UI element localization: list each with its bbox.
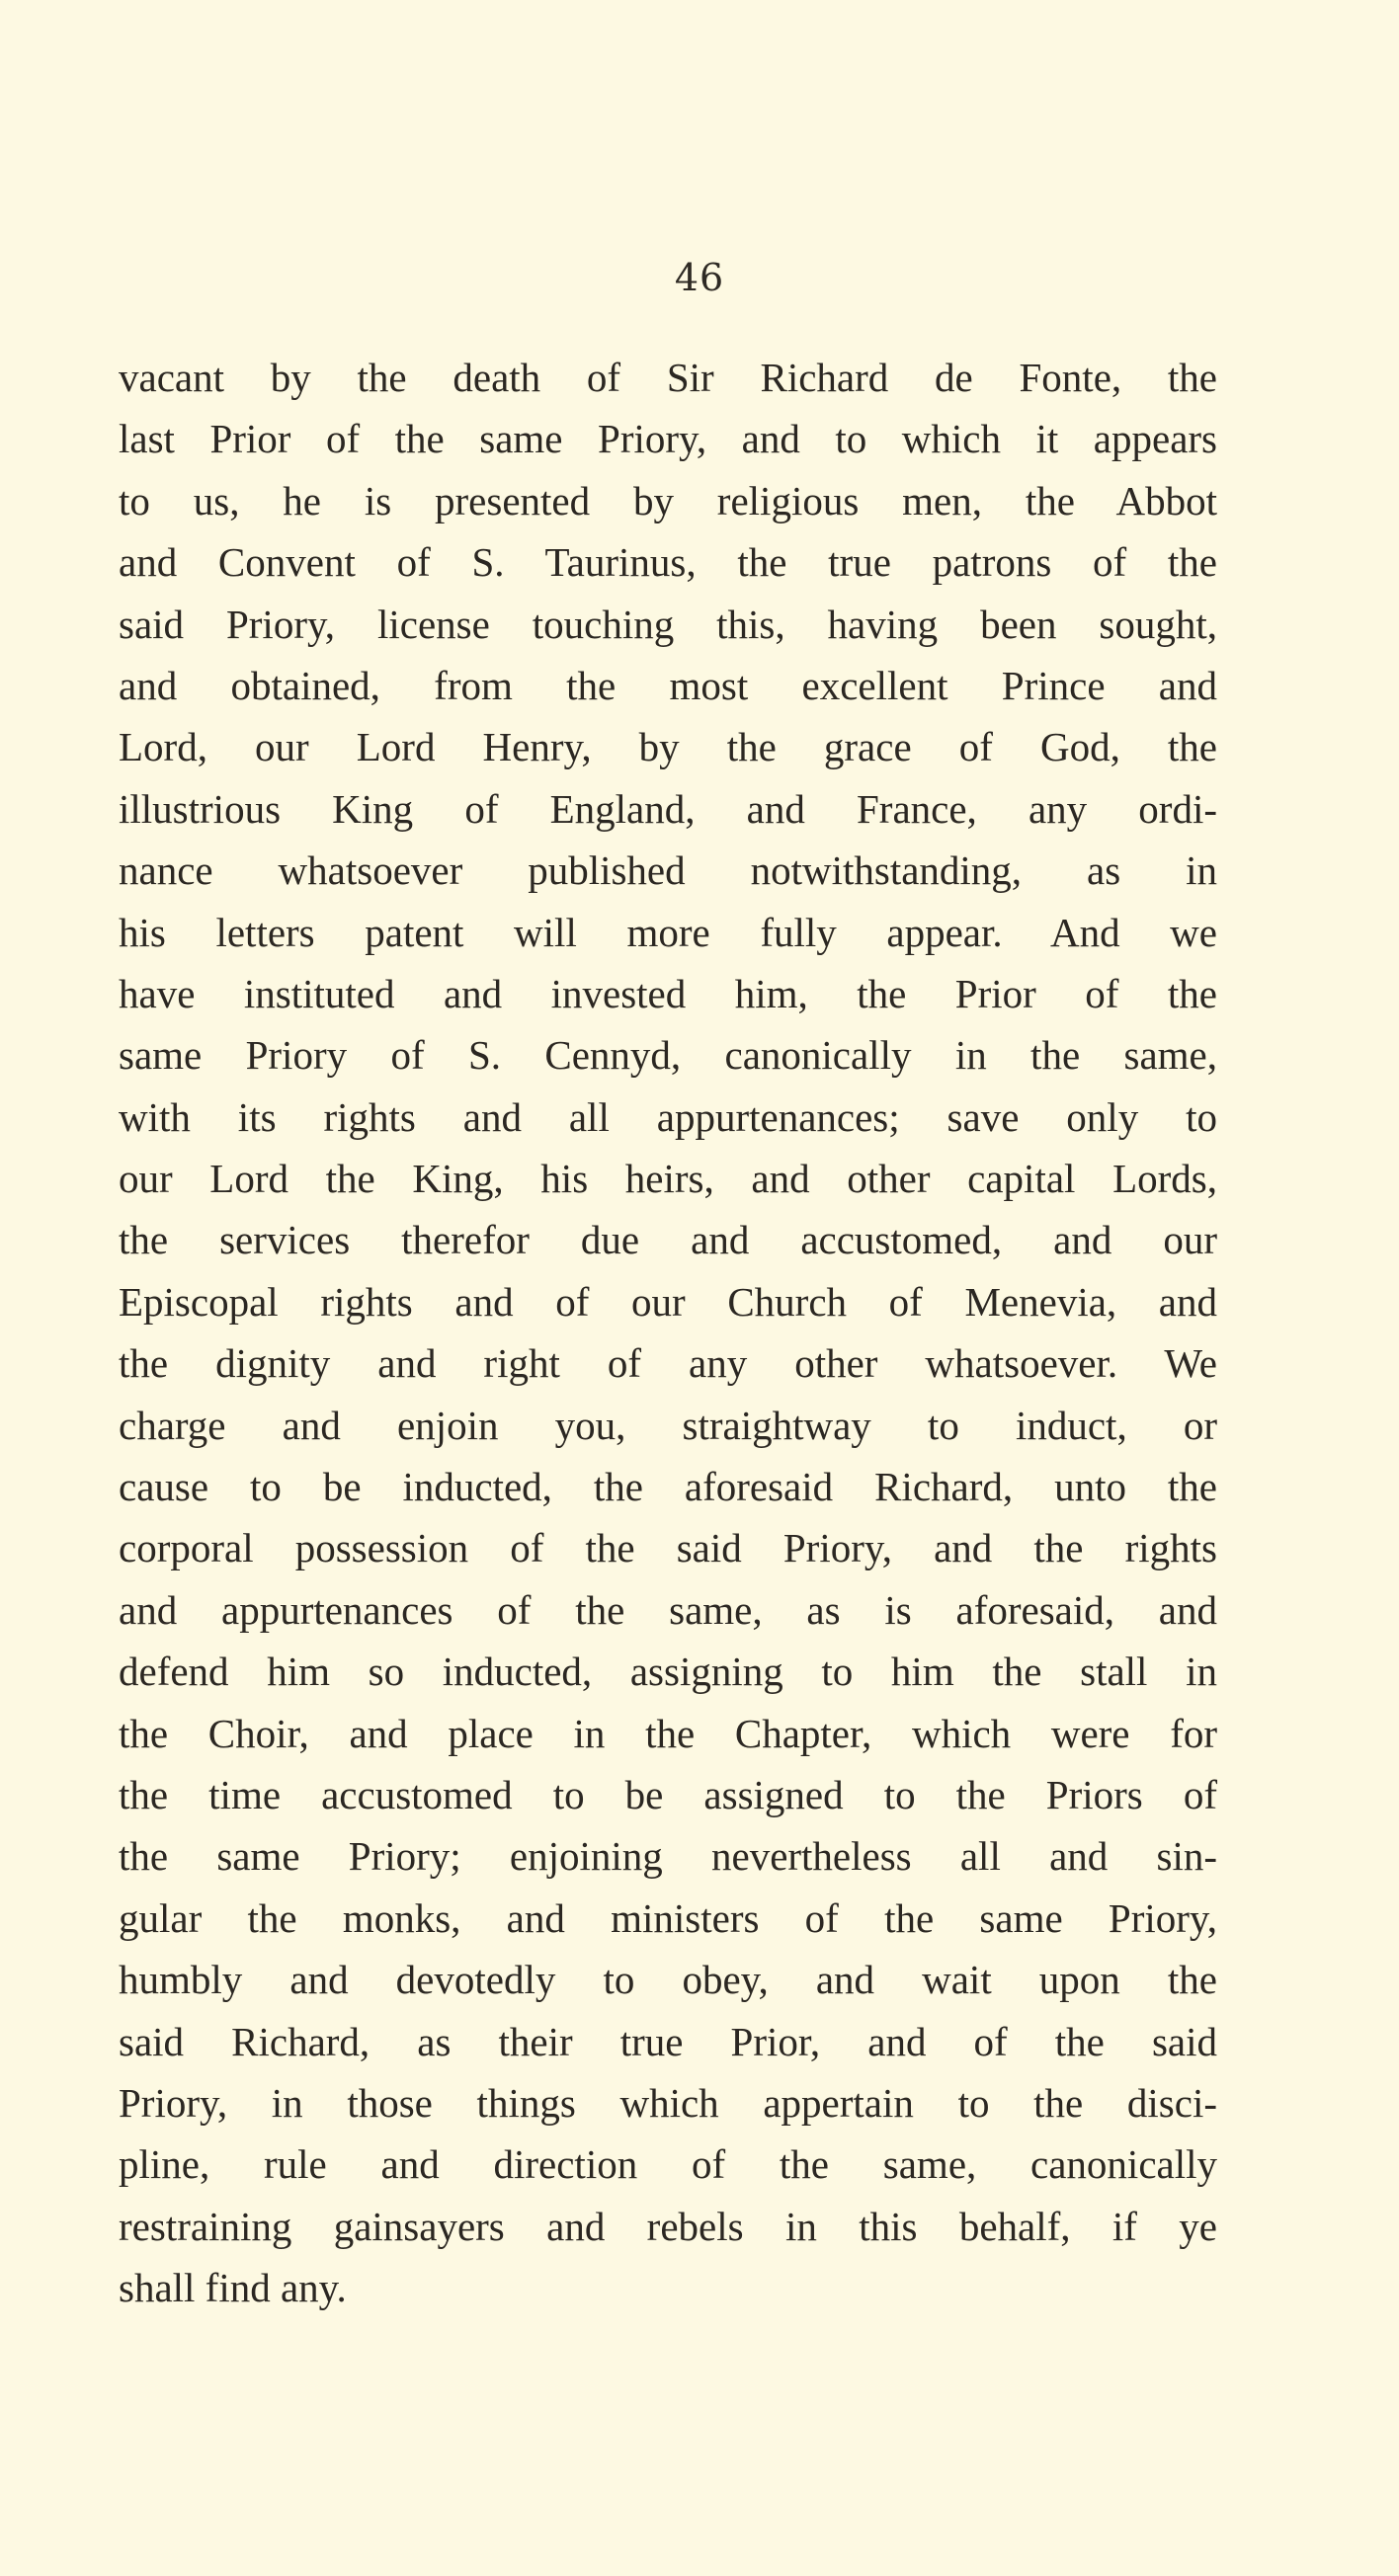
text-line: charge and enjoin you, straightway to induct, or (119, 1402, 1217, 1448)
text-line: corporal possession of the said Priory, and the rights (119, 1525, 1217, 1571)
text-line: cause to be inducted, the aforesaid Richard, unto the (119, 1464, 1217, 1510)
text-line: defend him so inducted, assigning to him the stall in (119, 1649, 1217, 1695)
text-line: pline, rule and direction of the same, canonically (119, 2141, 1217, 2188)
text-line: and Convent of S. Taurinus, the true patrons of the (119, 539, 1217, 586)
text-line: said Priory, license touching this, having been sought, (119, 601, 1217, 647)
text-line: last Prior of the same Priory, and to which it appears (119, 416, 1217, 462)
text-line: his letters patent will more fully appear. And we (119, 909, 1217, 955)
text-line: the same Priory; enjoining nevertheless all and sin- (119, 1833, 1217, 1880)
body-text (119, 347, 1217, 2319)
text-line: the services therefor due and accustomed, and our (119, 1217, 1217, 1263)
text-line: our Lord the King, his heirs, and other capital Lords, (119, 1156, 1217, 1202)
text-line: the dignity and right of any other whatsoever. We (119, 1340, 1217, 1387)
text-line: to us, he is presented by religious men, the Abbot (119, 477, 1217, 523)
text-line: and obtained, from the most excellent Prince and (119, 662, 1217, 708)
text-line: Episcopal rights and of our Church of Menevia, and (119, 1278, 1217, 1325)
page-number: 46 (674, 256, 725, 299)
text-line: restraining gainsayers and rebels in this behalf, if ye (119, 2203, 1217, 2249)
text-line: said Richard, as their true Prior, and of the said (119, 2018, 1217, 2064)
text-line: and appurtenances of the same, as is aforesaid, and (119, 1586, 1217, 1633)
text-line: with its rights and all appurtenances; save only to (119, 1093, 1217, 1140)
text-line: Priory, in those things which appertain to the disci- (119, 2079, 1217, 2126)
text-line: nance whatsoever published notwithstanding, as in (119, 847, 1217, 894)
text-line: the time accustomed to be assigned to the Priors of (119, 1771, 1217, 1817)
text-line: vacant by the death of Sir Richard de Fonte, the (119, 355, 1217, 400)
text-line: Lord, our Lord Henry, by the grace of God, the (119, 724, 1217, 770)
text-line: gular the monks, and ministers of the same Priory, (119, 1894, 1217, 1941)
text-line: have instituted and invested him, the Prior of the (119, 970, 1217, 1016)
text-line: same Priory of S. Cennyd, canonically in the same, (119, 1032, 1217, 1079)
text-line: shall find any. (119, 2265, 347, 2311)
text-line: illustrious King of England, and France, any ordi- (119, 785, 1217, 832)
text-line: the Choir, and place in the Chapter, which were for (119, 1710, 1217, 1756)
text-line: humbly and devotedly to obey, and wait upon the (119, 1957, 1217, 2003)
